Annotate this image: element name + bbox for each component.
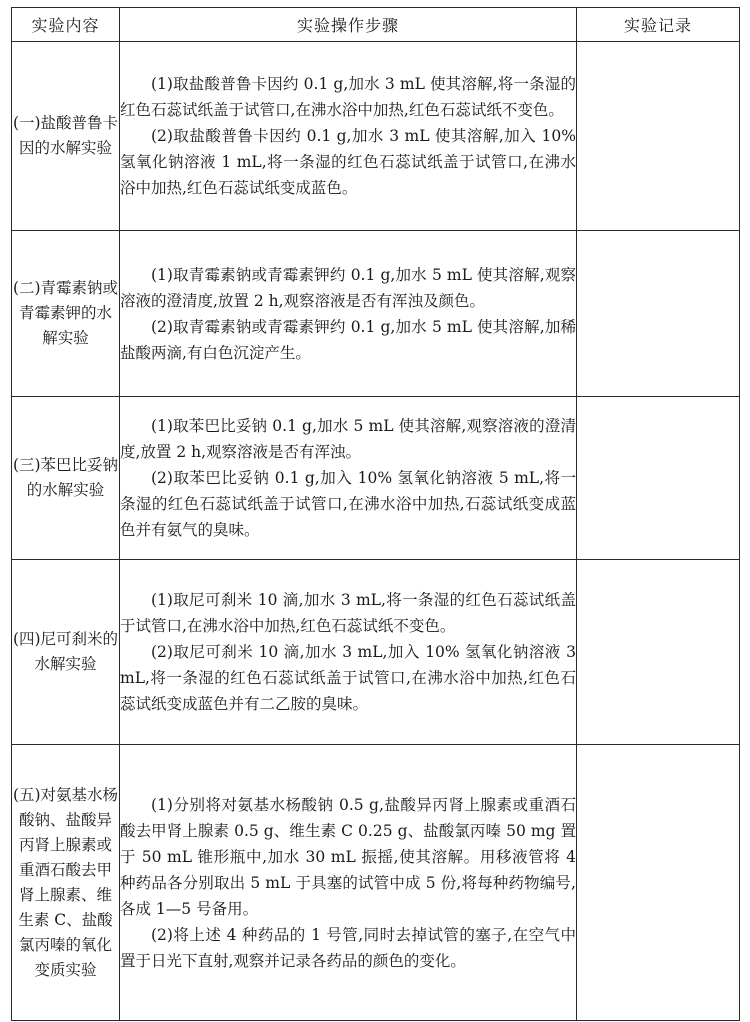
- header-record: 实验记录: [577, 8, 740, 42]
- step-text: (1)取盐酸普鲁卡因约 0.1 g,加水 3 mL 使其溶解,将一条湿的红色石蕊试纸盖于试管口,在沸水浴中加热,红色石蕊试纸不变色。: [120, 75, 576, 119]
- experiment-name: (一)盐酸普鲁卡因的水解实验: [12, 42, 120, 231]
- experiment-name: (四)尼可刹米的水解实验: [12, 560, 120, 745]
- table-row: [12, 42, 740, 231]
- experiment-name: (五)对氨基水杨酸钠、盐酸异丙肾上腺素或重酒石酸去甲肾上腺素、维生素 C、盐酸氯丙嗪的氧化变质实验: [12, 745, 120, 1021]
- step-text: (2)取盐酸普鲁卡因约 0.1 g,加水 3 mL 使其溶解,加入 10% 氢氧化钠溶液 1 mL,将一条湿的红色石蕊试纸盖于试管口,在沸水浴中加热,红色石蕊试纸变成蓝色。: [120, 127, 576, 197]
- experiment-name: (三)苯巴比妥钠的水解实验: [12, 397, 120, 560]
- step-text: (1)取苯巴比妥钠 0.1 g,加水 5 mL 使其溶解,观察溶液的澄清度,放置 2 h,观察溶液是否有浑浊。: [120, 417, 576, 461]
- experiment-table: [11, 7, 740, 1021]
- step-text: (2)取苯巴比妥钠 0.1 g,加入 10% 氢氧化钠溶液 5 mL,将一条湿的红色石蕊试纸盖于试管口,在沸水浴中加热,石蕊试纸变成蓝色并有氨气的臭味。: [120, 469, 576, 539]
- header-steps: 实验操作步骤: [120, 8, 577, 42]
- step-text: (1)取青霉素钠或青霉素钾约 0.1 g,加水 5 mL 使其溶解,观察溶液的澄清度,放置 2 h,观察溶液是否有浑浊及颜色。: [120, 265, 576, 310]
- step-text: (2)将上述 4 种药品的 1 号管,同时去掉试管的塞子,在空气中置于日光下直射,观察并记录各药品的颜色的变化。: [120, 925, 576, 970]
- experiment-steps: [120, 397, 577, 560]
- experiment-record-cell: [577, 397, 740, 560]
- step-text: (2)取尼可刹米 10 滴,加水 3 mL,加入 10% 氢氧化钠溶液 3 mL,将一条湿的红色石蕊试纸盖于试管口,在沸水浴中加热,红色石蕊试纸变成蓝色并有二乙胺的臭味。: [120, 643, 576, 713]
- experiment-record-cell: [577, 560, 740, 745]
- header-content: 实验内容: [12, 8, 120, 42]
- table-row: [12, 745, 740, 1021]
- experiment-steps: [120, 42, 577, 231]
- step-text: (1)取尼可刹米 10 滴,加水 3 mL,将一条湿的红色石蕊试纸盖于试管口,在沸水浴中加热,红色石蕊试纸不变色。: [120, 591, 576, 635]
- experiment-record-cell: [577, 745, 740, 1021]
- step-text: (2)取青霉素钠或青霉素钾约 0.1 g,加水 5 mL 使其溶解,加稀盐酸两滴,有白色沉淀产生。: [120, 317, 576, 362]
- table-row: [12, 231, 740, 397]
- experiment-steps: [120, 560, 577, 745]
- experiment-record-cell: [577, 231, 740, 397]
- table-row: [12, 397, 740, 560]
- step-text: (1)分别将对氨基水杨酸钠 0.5 g,盐酸异丙肾上腺素或重酒石酸去甲肾上腺素 0.5 g、维生素 C 0.25 g、盐酸氯丙嗪 50 mg 置于 50 mL 锥形瓶中,加水 30 mL 振摇,使其溶解。用移液管将 4 种药品各分别取出 5 mL 于具塞的试管中成 5 份,将每种药物编号,各成 1—5 号备用。: [120, 795, 576, 918]
- table-row: [12, 560, 740, 745]
- experiment-steps: [120, 231, 577, 397]
- experiment-name: (二)青霉素钠或青霉素钾的水解实验: [12, 231, 120, 397]
- table-header-row: [12, 8, 740, 42]
- experiment-steps: [120, 745, 577, 1021]
- experiment-record-cell: [577, 42, 740, 231]
